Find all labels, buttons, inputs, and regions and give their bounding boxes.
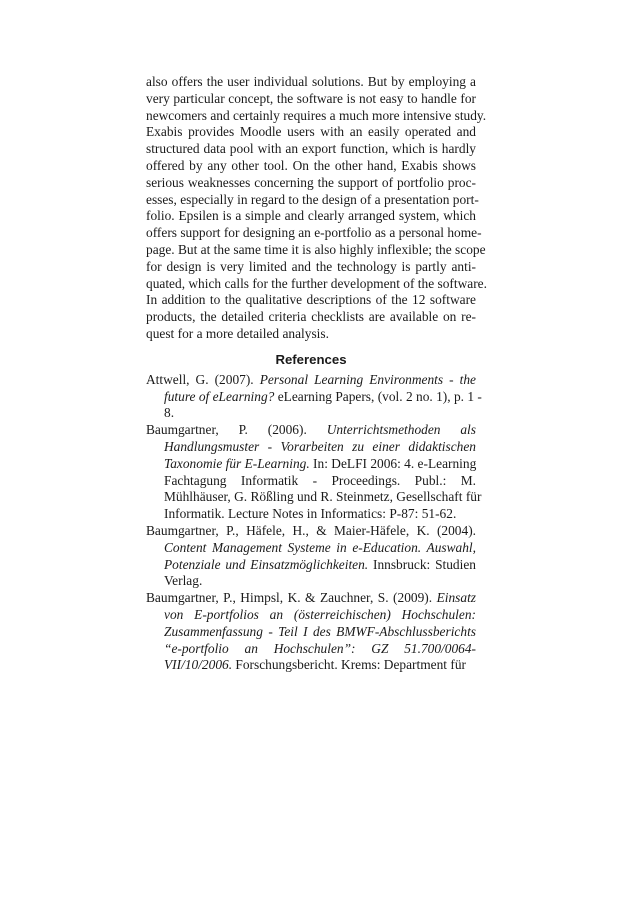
reference-text: Innsbruck: Studien: [368, 556, 476, 572]
reference-text: Informatik. Lecture Notes in Informatics: P-87: 51-62.: [164, 506, 457, 522]
reference-italic-text: future of eLearning?: [164, 388, 275, 404]
reference-italic-text: von E-portfolios an (österreichischen) Hochschulen:: [164, 606, 476, 622]
reference-italic-text: Content Management Systeme in e-Education. Auswahl,: [164, 539, 476, 555]
reference-text: In: DeLFI 2006: 4. e-Learning: [309, 455, 477, 471]
reference-text: Baumgartner, P. (2006).: [146, 422, 327, 438]
reference-line: [146, 573, 476, 590]
body-line: very particular concept, the software is not easy to handle for: [146, 90, 476, 106]
reference-text: Baumgartner, P., Himpsl, K. & Zauchner, S. (2009).: [146, 590, 437, 606]
body-line: folio. Epsilen is a simple and clearly arranged system, which: [146, 208, 476, 224]
reference-text: Baumgartner, P., Häfele, H., & Maier-Häfele, K. (2004).: [146, 522, 476, 538]
reference-italic-text: Unterrichtsmethoden als: [326, 422, 476, 438]
reference-italic-text: Zusammenfassung - Teil I des BMWF-Abschlussberichts: [164, 623, 476, 639]
reference-italic-text: Personal Learning Environments - the: [259, 371, 476, 387]
reference-line: [146, 607, 476, 624]
reference-text: Mühlhäuser, G. Rößling und R. Steinmetz, Gesellschaft für: [164, 489, 482, 505]
references-heading: References: [275, 351, 347, 367]
reference-line: [146, 523, 476, 540]
body-line: offers support for designing an e-portfolio as a personal home-: [146, 225, 482, 241]
reference-entry: [146, 371, 482, 422]
reference-text: 8.: [164, 405, 175, 421]
reference-line: [146, 405, 476, 422]
reference-line: [146, 489, 482, 506]
body-line: esses, especially in regard to the design of a presentation port-: [146, 191, 479, 207]
reference-italic-text: VII/10/2006.: [164, 657, 233, 673]
reference-line: [146, 624, 476, 641]
reference-italic-text: Taxonomie für E-Learning.: [164, 455, 310, 471]
reference-entry: [146, 523, 476, 590]
body-line: also offers the user individual solutions. But by employing a: [146, 74, 476, 89]
body-line: offered by any other tool. On the other hand, Exabis shows: [146, 157, 476, 173]
body-line: page. But at the same time it is also highly inflexible; the scope: [146, 241, 486, 257]
reference-text: Attwell, G. (2007).: [146, 371, 260, 387]
reference-entry: [146, 590, 476, 674]
reference-text: eLearning Papers, (vol. 2 no. 1), p. 1 -: [274, 388, 482, 404]
page-content: [146, 74, 487, 674]
reference-line: [146, 641, 476, 658]
reference-italic-text: Einsatz: [436, 590, 476, 606]
body-line: quated, which calls for the further development of the software.: [146, 275, 487, 291]
body-paragraph: [146, 74, 487, 343]
reference-line: [146, 540, 476, 557]
reference-italic-text: Handlungsmuster - Vorarbeiten zu einer didaktischen: [164, 438, 476, 454]
reference-line: [146, 439, 476, 456]
reference-line: [146, 422, 476, 439]
reference-line: [146, 388, 482, 406]
reference-line: [146, 456, 476, 473]
body-line: serious weaknesses concerning the support of portfolio proc-: [146, 174, 476, 190]
body-line: newcomers and certainly requires a much more intensive study.: [146, 107, 487, 123]
reference-line: [146, 473, 476, 490]
body-line: In addition to the qualitative descriptions of the 12 software: [146, 292, 476, 308]
reference-entry: [146, 422, 482, 523]
reference-line: [146, 557, 476, 574]
reference-line: [146, 590, 476, 607]
body-line: products, the detailed criteria checklists are available on re-: [146, 309, 476, 325]
reference-text: Verlag.: [164, 573, 203, 589]
reference-italic-text: “e-portfolio an Hochschulen”: GZ 51.700/0064-: [164, 640, 476, 656]
reference-italic-text: Potenziale und Einsatzmöglichkeiten.: [164, 556, 369, 572]
body-line: Exabis provides Moodle users with an easily operated and: [146, 124, 476, 140]
reference-line: [146, 506, 476, 523]
body-line: structured data pool with an export function, which is hardly: [146, 141, 476, 157]
reference-text: Forschungsbericht. Krems: Department für: [232, 657, 466, 673]
reference-text: Fachtagung Informatik - Proceedings. Publ.: M.: [164, 472, 476, 488]
reference-line: [146, 372, 476, 389]
references-list: [146, 371, 482, 674]
reference-line: [146, 657, 476, 674]
body-line: quest for a more detailed analysis.: [146, 325, 329, 341]
body-line: for design is very limited and the technology is partly anti-: [146, 258, 476, 274]
